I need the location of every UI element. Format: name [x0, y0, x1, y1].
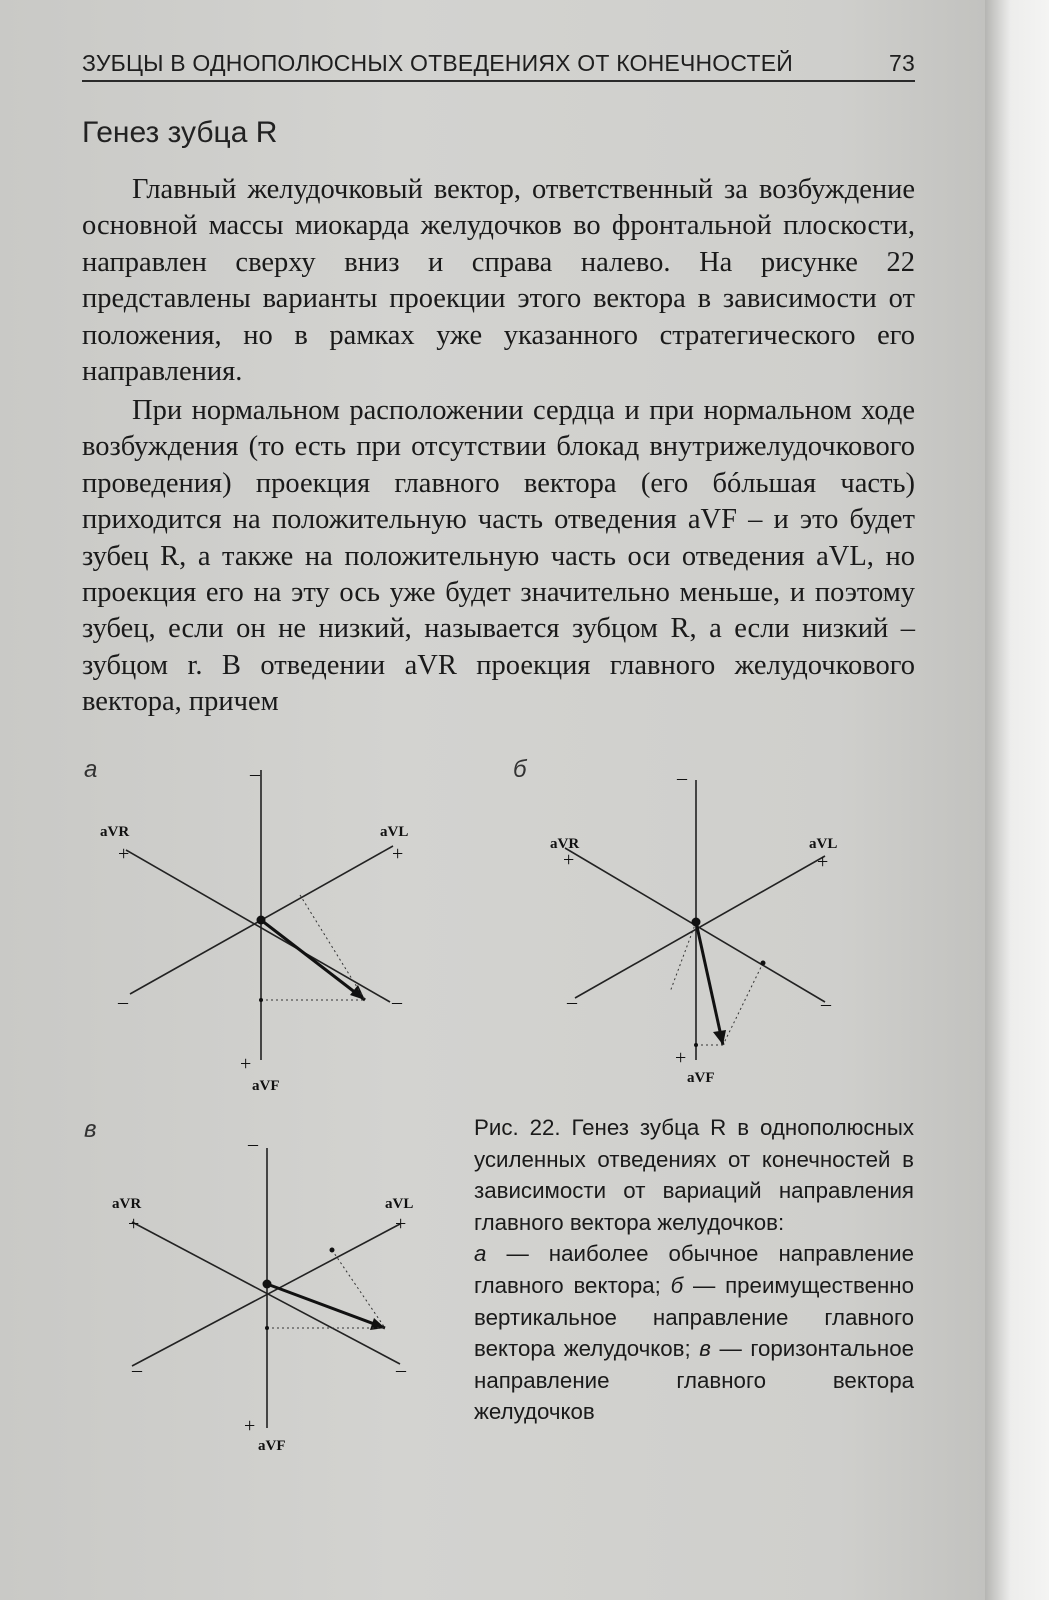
svg-text:+: +: [244, 1415, 256, 1437]
origin-point: [257, 916, 266, 925]
svg-text:–: –: [132, 1359, 142, 1381]
page-edge: [985, 0, 1049, 1600]
caption-item-letter: а: [474, 1241, 487, 1267]
caption-item-text: — наиболее обычное направление главного вектора;: [474, 1241, 914, 1298]
caption-item-text: — преимущественно вертикальное направление главного вектора желудочков;: [474, 1272, 915, 1362]
main-vector-arrowhead: [350, 985, 365, 1000]
diagram-panel-a: [100, 763, 430, 1100]
avr-label: aVR: [550, 836, 580, 852]
svg-text:–: –: [392, 991, 402, 1013]
main-vector-arrowhead: [713, 1030, 726, 1045]
avl-axis: [132, 1224, 400, 1366]
svg-text:+: +: [118, 843, 130, 865]
avr-axis: [126, 850, 390, 1002]
svg-text:–: –: [567, 991, 577, 1013]
svg-text:–: –: [396, 1359, 406, 1381]
svg-text:–: –: [250, 763, 260, 785]
svg-text:+: +: [817, 851, 829, 873]
origin-point: [692, 918, 701, 927]
svg-text:+: +: [675, 1047, 687, 1069]
avl-label: aVL: [380, 824, 409, 840]
caption-items: [474, 1238, 914, 1428]
caption-item-letter: б: [670, 1272, 684, 1298]
panel-b-letter: б: [513, 756, 527, 783]
svg-text:+: +: [128, 1213, 140, 1235]
avl-axis: [575, 856, 825, 998]
avf-label: aVF: [252, 1078, 280, 1094]
svg-text:+: +: [392, 843, 404, 865]
svg-text:+: +: [240, 1053, 252, 1075]
caption-title: Рис. 22. Генез зубца R в однополюсных усиленных отведениях от конечностей в зависимости от вариаций направления главного вектора желудочков:: [474, 1115, 914, 1235]
svg-text:+: +: [395, 1213, 407, 1235]
main-vector: [267, 1284, 385, 1328]
avl-label: aVL: [385, 1196, 414, 1212]
svg-text:+: +: [563, 849, 575, 871]
avr-label: aVR: [100, 824, 130, 840]
panel-c-letter: в: [84, 1116, 97, 1143]
paragraph-2: При нормальном расположении сердца и при нормальном ходе возбуждения (то есть при отсутствии блокад внутрижелудочкового проведения) проекция главного вектора (его бóльшая часть) приходится на положительную часть отведения aVF – и это будет зубец R, а также на положительную часть оси отведения aVL, но проекция его на эту ось уже будет значительно меньше, и поэтому зубец, если он не низкий, называется зубцом R, а если низкий – зубцом r. В отведении aVR проекция главного желудочкового вектора, причем: [82, 395, 915, 718]
projection-avl: [332, 1250, 385, 1328]
avr-label: aVR: [112, 1196, 142, 1212]
avl-label: aVL: [809, 836, 838, 852]
svg-text:–: –: [677, 767, 687, 789]
page-number: 73: [889, 50, 915, 76]
projection-avl: [300, 895, 365, 1000]
panel-a-letter: а: [84, 756, 98, 783]
projection-avr: [723, 963, 763, 1045]
avr-axis: [132, 1222, 400, 1364]
caption-item-text: — горизонтальное направление главного вектора желудочков: [474, 1336, 915, 1425]
running-head-title: ЗУБЦЫ В ОДНОПОЛЮСНЫХ ОТВЕДЕНИЯХ ОТ КОНЕЧНОСТЕЙ: [82, 50, 793, 76]
svg-text:–: –: [248, 1133, 258, 1155]
running-head: [82, 46, 915, 82]
diagram-panel-c: [110, 1133, 440, 1468]
main-vector: [696, 922, 723, 1045]
avf-label: aVF: [258, 1438, 286, 1454]
caption-item-letter: в: [699, 1336, 711, 1362]
diagram-panel-b: [545, 767, 875, 1100]
svg-text:–: –: [821, 993, 831, 1015]
main-vector: [261, 920, 365, 1000]
figure-caption: [474, 1112, 914, 1428]
avf-label: aVF: [687, 1070, 715, 1086]
section-title: Генез зубца R: [82, 116, 278, 149]
origin-point: [263, 1280, 272, 1289]
paragraph-1: Главный желудочковый вектор, ответственный за возбуждение основной массы миокарда желудочков во фронтальной плоскости, направлен сверху вниз и справа налево. На рисунке 22 представлены варианты проекции этого вектора в зависимости от положения, но в рамках уже указанного стратегического его направления.: [82, 174, 915, 388]
svg-text:–: –: [118, 991, 128, 1013]
projection-avl: [670, 922, 696, 992]
